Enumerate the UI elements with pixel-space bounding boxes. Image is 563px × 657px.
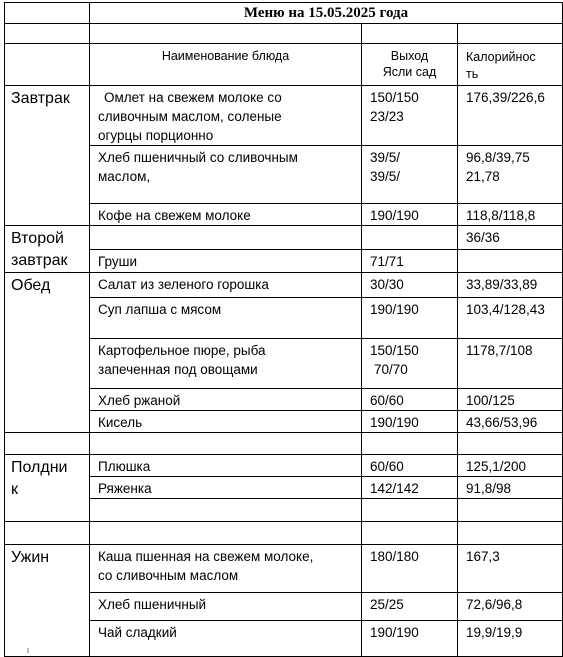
output-cell: 190/190 — [362, 411, 458, 433]
meal-label-breakfast: Завтрак — [5, 86, 90, 226]
calories-cell: 1178,7/108 — [458, 339, 563, 389]
empty-cell — [90, 226, 362, 250]
dish-cell: Хлеб пшеничный — [90, 593, 362, 621]
output-line: 23/23 — [370, 109, 404, 124]
spacer-row — [5, 24, 563, 44]
column-header-calories-line2: ть — [466, 67, 479, 81]
dish-cell: Ряженка — [90, 477, 362, 499]
dish-cell — [90, 86, 362, 146]
output-line: 39/5/ — [370, 150, 401, 165]
dish-line: сливочным маслом, соленые — [98, 109, 282, 124]
dish-cell: Суп лапша с мясом — [90, 298, 362, 339]
dish-cell: Груши — [90, 249, 362, 273]
column-header-output-sub: Ясли сад — [382, 65, 437, 79]
column-header-calories — [458, 44, 563, 86]
empty-cell — [458, 249, 563, 273]
dish-cell: Кофе на свежем молоке — [90, 204, 362, 226]
output-cell: 60/60 — [362, 455, 458, 477]
table-row — [5, 455, 563, 477]
header-row — [5, 44, 563, 86]
output-line: 150/150 — [370, 343, 419, 358]
output-cell: 25/25 — [362, 593, 458, 621]
meal-line: Полдни — [11, 459, 68, 476]
output-line: 70/70 — [374, 362, 408, 377]
calories-cell: 43,66/53,96 — [458, 411, 563, 433]
meal-line: к — [11, 481, 18, 498]
table-row — [5, 545, 563, 593]
output-cell — [362, 146, 458, 204]
output-cell: 180/180 — [362, 545, 458, 593]
output-line: 39/5/ — [370, 169, 401, 184]
column-header-calories-line1: Калорийнос — [466, 50, 536, 64]
dish-cell — [90, 146, 362, 204]
output-line: 150/150 — [370, 90, 419, 105]
dish-line: Каша пшенная на свежем молоке, — [98, 549, 314, 564]
menu-table — [4, 2, 563, 657]
meal-label-dinner: Ужин — [5, 545, 90, 657]
table-row — [5, 273, 563, 298]
calories-cell: 125,1/200 — [458, 455, 563, 477]
column-header-output — [362, 44, 458, 86]
dish-cell: Хлеб ржаной — [90, 389, 362, 411]
title-row — [5, 3, 563, 24]
meal-line: завтрак — [11, 252, 68, 269]
dish-cell: Чай сладкий — [90, 621, 362, 657]
meal-label-second-breakfast — [5, 226, 90, 273]
table-row — [5, 226, 563, 250]
dish-line: Картофельное пюре, рыба — [98, 343, 266, 358]
meal-label-lunch: Обед — [5, 273, 90, 433]
dish-cell: Салат из зеленого горошка — [90, 273, 362, 298]
calories-line: 96,8/39,75 — [466, 150, 530, 165]
calories-cell: 103,4/128,43 — [458, 298, 563, 339]
page-edge-mark — [27, 648, 29, 653]
output-cell: 190/190 — [362, 621, 458, 657]
dish-cell — [90, 339, 362, 389]
meal-label-snack — [5, 455, 90, 522]
dish-line: Хлеб пшеничный со сливочным — [98, 150, 298, 165]
spacer-row — [5, 522, 563, 545]
output-cell: 71/71 — [362, 249, 458, 273]
calories-cell — [458, 146, 563, 204]
output-cell: 142/142 — [362, 477, 458, 499]
dish-cell: Плюшка — [90, 455, 362, 477]
empty-cell — [362, 499, 458, 522]
calories-cell: 36/36 — [458, 226, 563, 250]
empty-cell — [458, 499, 563, 522]
dish-line: огурцы порционно — [98, 128, 214, 143]
calories-cell: 118,8/118,8 — [458, 204, 563, 226]
empty-cell — [90, 499, 362, 522]
output-cell — [362, 339, 458, 389]
spacer-row — [5, 433, 563, 455]
column-header-dish: Наименование блюда — [90, 44, 362, 86]
meal-line: Второй — [11, 230, 64, 247]
output-cell: 190/190 — [362, 298, 458, 339]
calories-cell: 19,9/19,9 — [458, 621, 563, 657]
table-row — [5, 86, 563, 146]
dish-line: Омлет на свежем молоке со — [104, 90, 282, 105]
output-cell: 60/60 — [362, 389, 458, 411]
dish-line: запеченная под овощами — [98, 362, 258, 377]
dish-cell — [90, 545, 362, 593]
dish-line: со сливочным маслом — [98, 568, 239, 583]
calories-cell: 33,89/33,89 — [458, 273, 563, 298]
empty-cell — [362, 226, 458, 250]
dish-line: маслом, — [98, 169, 151, 184]
calories-cell: 91,8/98 — [458, 477, 563, 499]
column-header-output-label: Выход — [390, 49, 429, 63]
calories-cell: 100/125 — [458, 389, 563, 411]
output-cell: 30/30 — [362, 273, 458, 298]
dish-cell: Кисель — [90, 411, 362, 433]
calories-cell: 72,6/96,8 — [458, 593, 563, 621]
calories-line: 21,78 — [466, 169, 500, 184]
menu-title: Меню на 15.05.2025 года — [90, 3, 563, 24]
output-cell — [362, 86, 458, 146]
calories-cell: 167,3 — [458, 545, 563, 593]
output-cell: 190/190 — [362, 204, 458, 226]
calories-cell: 176,39/226,6 — [458, 86, 563, 146]
